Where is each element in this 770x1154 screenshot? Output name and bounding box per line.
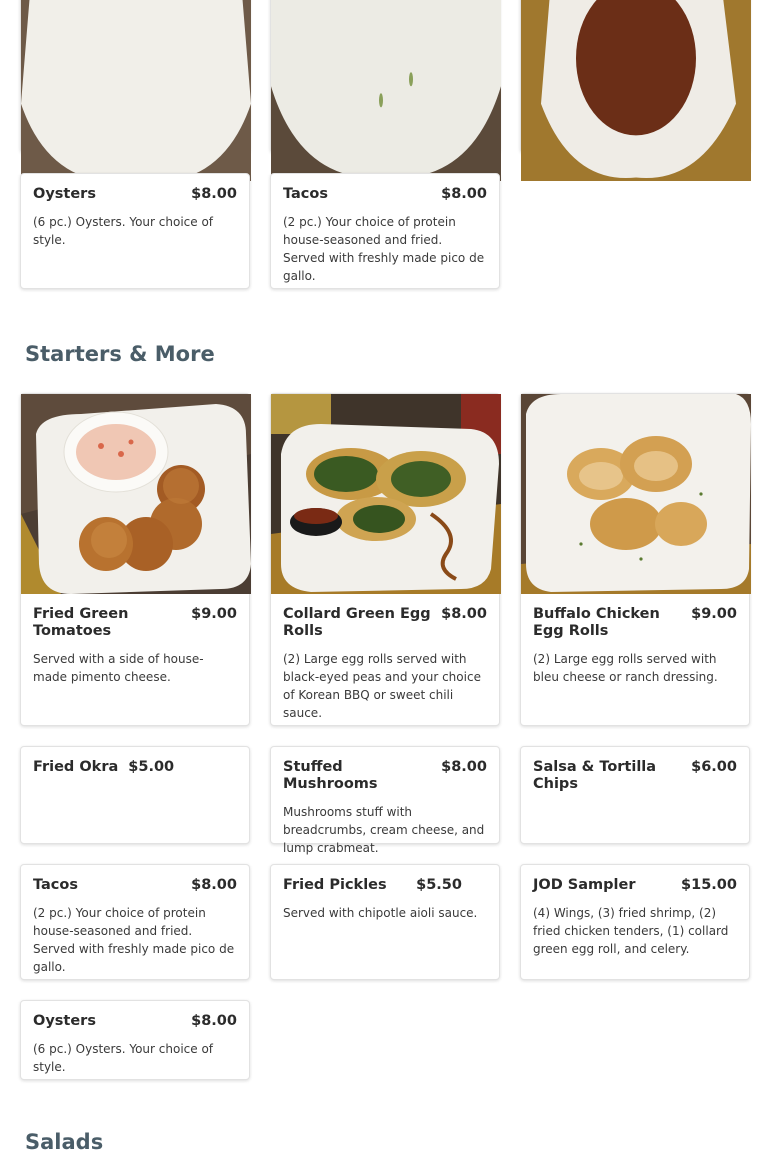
item-price: $6.00 <box>691 759 737 775</box>
food-photo <box>521 0 749 38</box>
menu-card-salsa-tortilla-chips[interactable] <box>520 746 750 844</box>
item-name: Fried Okra <box>33 759 119 775</box>
item-price: $9.00 <box>691 606 737 622</box>
section-title-salads: Salads <box>25 1130 104 1154</box>
food-photo-buffalo-chicken-egg-rolls <box>521 394 749 594</box>
item-name: Tacos <box>283 186 328 202</box>
item-name: Fried Green Tomatoes <box>33 606 129 639</box>
item-name: Stuffed Mushrooms <box>283 759 378 792</box>
item-description: (6 pc.) Oysters. Your choice of style. <box>33 1042 214 1074</box>
item-price: $8.00 <box>191 877 237 893</box>
item-description: Mushrooms stuff with breadcrumbs, cream cheese, and lump crabmeat. <box>283 805 485 855</box>
item-price: $15.00 <box>681 877 737 893</box>
item-name: Buffalo Chicken Egg Rolls <box>533 606 660 639</box>
item-price: $8.00 <box>441 186 487 202</box>
item-description: (4) Wings, (3) fried shrimp, (2) fried chicken tenders, (1) collard green egg roll, and celery. <box>533 906 729 956</box>
item-name: Salsa & Tortilla Chips <box>533 759 657 792</box>
menu-card-tacos[interactable] <box>20 864 250 980</box>
item-price: $9.00 <box>191 606 237 622</box>
menu-card-tacos-top[interactable] <box>270 173 500 289</box>
item-price: $8.00 <box>441 606 487 622</box>
menu-card-fried-green-tomatoes[interactable] <box>20 393 250 726</box>
food-photo-collard-green-egg-rolls <box>271 394 499 594</box>
menu-card-oysters[interactable] <box>20 1000 250 1080</box>
item-description: (6 pc.) Oysters. Your choice of style. <box>33 215 214 247</box>
menu-card-buffalo-chicken-egg-rolls[interactable] <box>520 393 750 726</box>
item-name: Tacos <box>33 877 78 893</box>
menu-card-fried-okra[interactable] <box>20 746 250 844</box>
item-price: $8.00 <box>441 759 487 775</box>
menu-card-wings-top[interactable] <box>520 0 750 153</box>
food-photo <box>21 0 249 38</box>
item-description: (2) Large egg rolls served with black-eyed peas and your choice of Korean BBQ or sweet chili sauce. <box>283 652 481 720</box>
menu-card-collard-green-egg-rolls[interactable] <box>270 393 500 726</box>
item-description: Served with chipotle aioli sauce. <box>283 906 478 920</box>
food-photo <box>271 0 499 38</box>
item-description: (2 pc.) Your choice of protein house-seasoned and fried. Served with freshly made pico de gallo. <box>283 215 485 283</box>
item-name: Oysters <box>33 1013 96 1029</box>
item-description: (2) Large egg rolls served with bleu cheese or ranch dressing. <box>533 652 718 684</box>
menu-card-oysters-top[interactable] <box>20 173 250 289</box>
item-price: $5.00 <box>128 759 175 775</box>
food-photo-fried-green-tomatoes <box>21 394 249 594</box>
item-name: Oysters <box>33 186 96 202</box>
menu-card-jod-sampler[interactable] <box>520 864 750 980</box>
menu-card-jod-fries-top[interactable] <box>270 0 500 153</box>
menu-card-stuffed-mushrooms[interactable] <box>270 746 500 855</box>
item-name: Fried Pickles <box>283 877 387 893</box>
item-description: (2 pc.) Your choice of protein house-seasoned and fried. Served with freshly made pico de gallo. <box>33 906 235 974</box>
item-name: JOD Sampler <box>533 877 636 893</box>
section-title-starters: Starters & More <box>25 342 215 366</box>
menu-card-fried-pickles[interactable] <box>270 864 500 980</box>
item-description: Served with a side of house-made pimento cheese. <box>33 652 204 684</box>
menu-card-buffalo-egg-rolls-top[interactable] <box>20 0 250 153</box>
item-price: $5.50 <box>416 877 462 893</box>
item-price: $8.00 <box>191 1013 237 1029</box>
item-name: Collard Green Egg Rolls <box>283 606 431 639</box>
item-price: $8.00 <box>191 186 237 202</box>
